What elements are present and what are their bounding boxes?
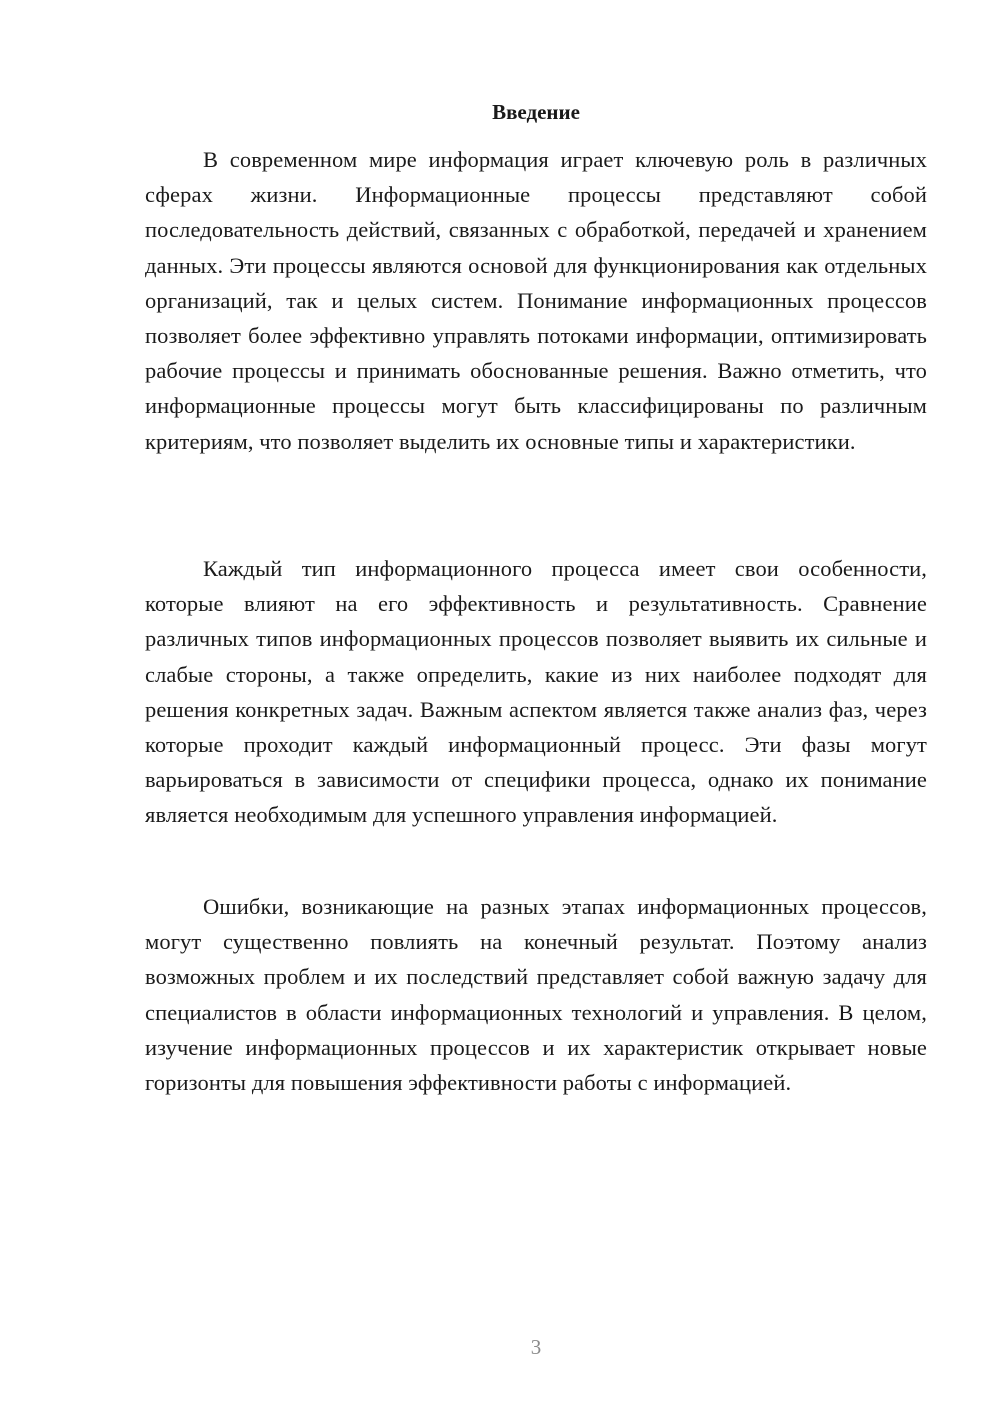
paragraph-3: Ошибки, возникающие на разных этапах информационных процессов, могут существенно повлиять на конечный результат. Поэтому анализ возможных проблем и их последствий представляет собой важную задачу для специалистов в области информационных технологий и управления. В целом, изучение информационных процессов и их характеристик открывает новые горизонты для повышения эффективности работы с информацией.	[145, 894, 927, 1096]
section-title: Введение	[492, 100, 580, 124]
paragraph-1: В современном мире информация играет ключевую роль в различных сферах жизни. Информационные процессы представляют собой последовательность действий, связанных с обработкой, передачей и хранением данных. Эти процессы являются основой для функционирования как отдельных организаций, так и целых систем. Понимание информационных процессов позволяет более эффективно управлять потоками информации, оптимизировать рабочие процессы и принимать обоснованные решения. Важно отметить, что информационные процессы могут быть классифицированы по различным критериям, что позволяет выделить их основные типы и характеристики.	[145, 147, 927, 454]
paragraph-2: Каждый тип информационного процесса имеет свои особенности, которые влияют на его эффективность и результативность. Сравнение различных типов информационных процессов позволяет выявить их сильные и слабые стороны, а также определить, какие из них наиболее подходят для решения конкретных задач. Важным аспектом является также анализ фаз, через которые проходит каждый информационный процесс. Эти фазы могут варьироваться в зависимости от специфики процесса, однако их понимание является необходимым для успешного управления информацией.	[145, 556, 927, 828]
page-number: 3	[530, 1335, 542, 1359]
